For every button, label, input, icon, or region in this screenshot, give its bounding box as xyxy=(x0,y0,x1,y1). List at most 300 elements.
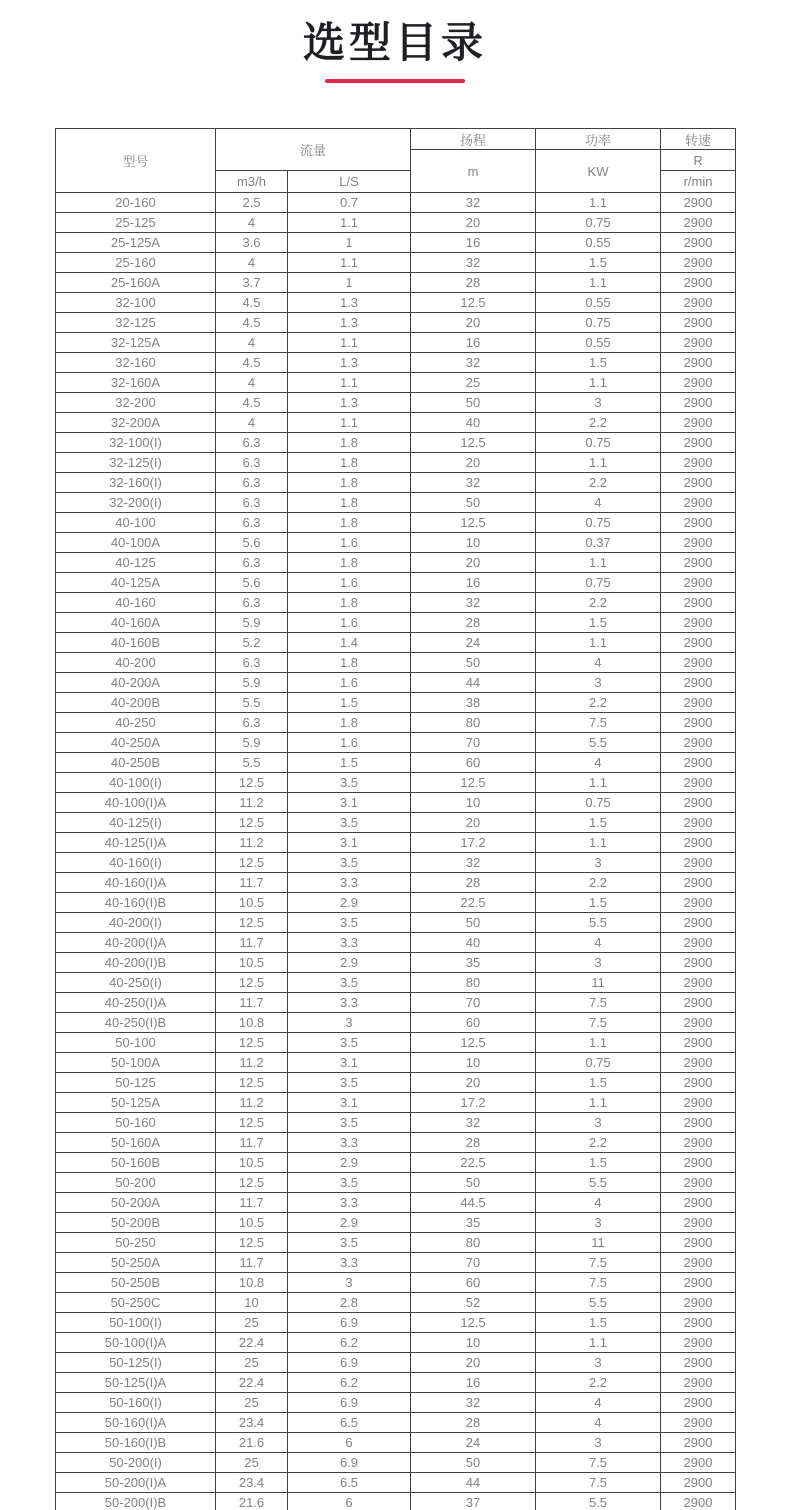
table-cell: 22.4 xyxy=(216,1373,288,1393)
table-cell: 1.1 xyxy=(536,633,661,653)
table-cell: 2900 xyxy=(661,393,736,413)
table-cell: 4.5 xyxy=(216,353,288,373)
table-cell: 1.3 xyxy=(288,353,411,373)
table-cell: 2900 xyxy=(661,533,736,553)
table-cell: 2.9 xyxy=(288,1153,411,1173)
table-cell: 2900 xyxy=(661,653,736,673)
table-cell: 28 xyxy=(411,273,536,293)
header-speed: 转速 xyxy=(661,129,736,150)
table-cell: 11 xyxy=(536,1233,661,1253)
table-cell: 3 xyxy=(536,393,661,413)
table-row xyxy=(56,1053,736,1073)
table-cell: 6.9 xyxy=(288,1453,411,1473)
table-cell: 32 xyxy=(411,1113,536,1133)
table-cell: 3.5 xyxy=(288,1173,411,1193)
table-cell: 40-125(I) xyxy=(56,813,216,833)
table-cell: 40-250(I)B xyxy=(56,1013,216,1033)
table-row xyxy=(56,1393,736,1413)
table-cell: 17.2 xyxy=(411,833,536,853)
table-cell: 50-160B xyxy=(56,1153,216,1173)
table-cell: 2900 xyxy=(661,1333,736,1353)
table-cell: 32-200 xyxy=(56,393,216,413)
table-cell: 2900 xyxy=(661,953,736,973)
table-cell: 2.2 xyxy=(536,1373,661,1393)
table-cell: 40-160A xyxy=(56,613,216,633)
table-cell: 7.5 xyxy=(536,1273,661,1293)
table-cell: 50-100(I)A xyxy=(56,1333,216,1353)
table-cell: 2900 xyxy=(661,1493,736,1510)
selection-catalog-table xyxy=(55,128,736,1510)
table-cell: 2900 xyxy=(661,193,736,213)
table-cell: 2900 xyxy=(661,1153,736,1173)
table-cell: 2.9 xyxy=(288,893,411,913)
table-cell: 3.5 xyxy=(288,773,411,793)
table-row xyxy=(56,553,736,573)
table-cell: 2900 xyxy=(661,1013,736,1033)
table-cell: 50-160A xyxy=(56,1133,216,1153)
table-cell: 3 xyxy=(536,1353,661,1373)
table-cell: 5.9 xyxy=(216,733,288,753)
table-cell: 1.8 xyxy=(288,653,411,673)
table-row xyxy=(56,1413,736,1433)
table-cell: 3.5 xyxy=(288,1113,411,1133)
table-cell: 2900 xyxy=(661,253,736,273)
table-cell: 4 xyxy=(536,1193,661,1213)
table-cell: 21.6 xyxy=(216,1433,288,1453)
table-cell: 50-250C xyxy=(56,1293,216,1313)
table-row xyxy=(56,393,736,413)
table-cell: 2900 xyxy=(661,553,736,573)
table-cell: 1.6 xyxy=(288,533,411,553)
table-row xyxy=(56,1173,736,1193)
table-cell: 40-100 xyxy=(56,513,216,533)
table-cell: 2900 xyxy=(661,1373,736,1393)
table-cell: 1.1 xyxy=(288,373,411,393)
table-cell: 4 xyxy=(536,1393,661,1413)
table-cell: 35 xyxy=(411,1213,536,1233)
table-cell: 1.8 xyxy=(288,433,411,453)
table-row xyxy=(56,653,736,673)
table-cell: 6.3 xyxy=(216,513,288,533)
table-cell: 10.5 xyxy=(216,1153,288,1173)
table-cell: 20 xyxy=(411,213,536,233)
table-cell: 12.5 xyxy=(216,773,288,793)
table-cell: 2900 xyxy=(661,773,736,793)
table-cell: 40-125 xyxy=(56,553,216,573)
table-row xyxy=(56,753,736,773)
table-cell: 25 xyxy=(411,373,536,393)
table-cell: 20 xyxy=(411,1073,536,1093)
table-cell: 32-160(I) xyxy=(56,473,216,493)
table-cell: 23.4 xyxy=(216,1473,288,1493)
table-cell: 1.6 xyxy=(288,733,411,753)
table-cell: 2.2 xyxy=(536,473,661,493)
table-cell: 2.2 xyxy=(536,413,661,433)
table-row xyxy=(56,573,736,593)
table-cell: 20 xyxy=(411,553,536,573)
table-cell: 50-160(I)B xyxy=(56,1433,216,1453)
table-cell: 12.5 xyxy=(216,973,288,993)
header-head: 扬程 xyxy=(411,129,536,150)
table-cell: 40-100A xyxy=(56,533,216,553)
table-cell: 7.5 xyxy=(536,1453,661,1473)
table-cell: 40-125A xyxy=(56,573,216,593)
table-cell: 3.3 xyxy=(288,1193,411,1213)
table-cell: 2900 xyxy=(661,1133,736,1153)
table-cell: 2900 xyxy=(661,1053,736,1073)
table-cell: 2900 xyxy=(661,493,736,513)
table-cell: 3.3 xyxy=(288,933,411,953)
table-cell: 60 xyxy=(411,753,536,773)
table-cell: 40-125(I)A xyxy=(56,833,216,853)
table-cell: 6 xyxy=(288,1433,411,1453)
table-cell: 0.55 xyxy=(536,233,661,253)
table-cell: 32-125 xyxy=(56,313,216,333)
table-cell: 1.8 xyxy=(288,713,411,733)
table-cell: 3.1 xyxy=(288,793,411,813)
table-cell: 52 xyxy=(411,1293,536,1313)
table-cell: 32 xyxy=(411,193,536,213)
table-row xyxy=(56,1453,736,1473)
table-cell: 50-200A xyxy=(56,1193,216,1213)
table-cell: 3.6 xyxy=(216,233,288,253)
table-cell: 32-125A xyxy=(56,333,216,353)
table-cell: 50 xyxy=(411,653,536,673)
table-cell: 11.7 xyxy=(216,873,288,893)
table-cell: 21.6 xyxy=(216,1493,288,1510)
table-cell: 32 xyxy=(411,1393,536,1413)
table-cell: 2900 xyxy=(661,853,736,873)
table-cell: 50-160 xyxy=(56,1113,216,1133)
table-cell: 6.3 xyxy=(216,473,288,493)
table-cell: 40-200B xyxy=(56,693,216,713)
table-row xyxy=(56,1333,736,1353)
table-cell: 1.1 xyxy=(536,1333,661,1353)
table-cell: 40-250A xyxy=(56,733,216,753)
table-row xyxy=(56,1273,736,1293)
table-cell: 3.5 xyxy=(288,1033,411,1053)
table-row xyxy=(56,193,736,213)
table-row xyxy=(56,473,736,493)
table-cell: 32 xyxy=(411,853,536,873)
table-cell: 50 xyxy=(411,913,536,933)
table-cell: 32 xyxy=(411,253,536,273)
table-cell: 20 xyxy=(411,1353,536,1373)
table-cell: 4.5 xyxy=(216,393,288,413)
table-cell: 2900 xyxy=(661,233,736,253)
table-cell: 3 xyxy=(536,673,661,693)
table-row xyxy=(56,293,736,313)
table-cell: 35 xyxy=(411,953,536,973)
table-cell: 2900 xyxy=(661,713,736,733)
table-cell: 17.2 xyxy=(411,1093,536,1113)
table-cell: 2900 xyxy=(661,813,736,833)
table-cell: 2900 xyxy=(661,213,736,233)
table-cell: 12.5 xyxy=(411,1313,536,1333)
table-cell: 1.3 xyxy=(288,393,411,413)
table-cell: 1.1 xyxy=(536,1033,661,1053)
table-cell: 2.2 xyxy=(536,593,661,613)
table-cell: 6.3 xyxy=(216,713,288,733)
table-cell: 1.3 xyxy=(288,313,411,333)
title-underline-divider xyxy=(325,79,465,83)
table-cell: 2900 xyxy=(661,353,736,373)
table-cell: 1.1 xyxy=(536,833,661,853)
table-cell: 40-200 xyxy=(56,653,216,673)
table-cell: 50-125 xyxy=(56,1073,216,1093)
table-cell: 16 xyxy=(411,573,536,593)
table-header xyxy=(56,129,736,193)
table-cell: 4 xyxy=(216,253,288,273)
table-cell: 40-250(I)A xyxy=(56,993,216,1013)
table-cell: 12.5 xyxy=(216,1073,288,1093)
table-cell: 50-200(I) xyxy=(56,1453,216,1473)
table-cell: 25 xyxy=(216,1313,288,1333)
table-cell: 0.75 xyxy=(536,433,661,453)
table-cell: 1.6 xyxy=(288,613,411,633)
table-row xyxy=(56,453,736,473)
table-cell: 2900 xyxy=(661,1293,736,1313)
table-cell: 32-125(I) xyxy=(56,453,216,473)
table-cell: 2900 xyxy=(661,1473,736,1493)
table-cell: 40 xyxy=(411,933,536,953)
table-cell: 60 xyxy=(411,1273,536,1293)
table-cell: 2900 xyxy=(661,513,736,533)
table-cell: 0.37 xyxy=(536,533,661,553)
table-row xyxy=(56,1353,736,1373)
table-cell: 1.1 xyxy=(288,213,411,233)
table-cell: 2900 xyxy=(661,613,736,633)
table-cell: 50-200(I)B xyxy=(56,1493,216,1510)
table-row xyxy=(56,1433,736,1453)
header-flow-unit-ls: L/S xyxy=(288,171,411,193)
table-row xyxy=(56,513,736,533)
table-cell: 50-160(I)A xyxy=(56,1413,216,1433)
table-row xyxy=(56,333,736,353)
table-cell: 4.5 xyxy=(216,293,288,313)
table-cell: 70 xyxy=(411,733,536,753)
table-cell: 6.3 xyxy=(216,433,288,453)
table-cell: 5.5 xyxy=(536,1173,661,1193)
page-title: 选型目录 xyxy=(302,19,487,66)
table-cell: 80 xyxy=(411,713,536,733)
table-cell: 40 xyxy=(411,413,536,433)
table-cell: 7.5 xyxy=(536,1473,661,1493)
table-cell: 4 xyxy=(216,213,288,233)
table-cell: 1.8 xyxy=(288,593,411,613)
table-cell: 1.1 xyxy=(536,273,661,293)
table-cell: 10 xyxy=(216,1293,288,1313)
table-cell: 28 xyxy=(411,613,536,633)
table-cell: 0.55 xyxy=(536,293,661,313)
table-cell: 50-125(I)A xyxy=(56,1373,216,1393)
table-cell: 3.1 xyxy=(288,833,411,853)
table-cell: 6.3 xyxy=(216,553,288,573)
table-cell: 25-160 xyxy=(56,253,216,273)
table-cell: 20 xyxy=(411,453,536,473)
table-cell: 44 xyxy=(411,1473,536,1493)
table-cell: 32-160A xyxy=(56,373,216,393)
table-cell: 10.5 xyxy=(216,1213,288,1233)
table-cell: 40-200(I)B xyxy=(56,953,216,973)
header-head-unit: m xyxy=(411,150,536,193)
table-cell: 25 xyxy=(216,1453,288,1473)
table-cell: 10.8 xyxy=(216,1273,288,1293)
table-cell: 1.1 xyxy=(288,253,411,273)
table-cell: 1.6 xyxy=(288,673,411,693)
table-cell: 3 xyxy=(288,1273,411,1293)
table-cell: 10 xyxy=(411,1053,536,1073)
table-cell: 3.1 xyxy=(288,1053,411,1073)
table-cell: 1 xyxy=(288,273,411,293)
table-row xyxy=(56,1293,736,1313)
table-cell: 1.6 xyxy=(288,573,411,593)
table-cell: 0.7 xyxy=(288,193,411,213)
table-cell: 11.7 xyxy=(216,1193,288,1213)
table-cell: 6.3 xyxy=(216,593,288,613)
table-cell: 2900 xyxy=(661,473,736,493)
table-cell: 12.5 xyxy=(216,1033,288,1053)
table-row xyxy=(56,633,736,653)
table-cell: 2.2 xyxy=(536,693,661,713)
table-row xyxy=(56,1213,736,1233)
table-cell: 50-125A xyxy=(56,1093,216,1113)
table-cell: 38 xyxy=(411,693,536,713)
table-cell: 2900 xyxy=(661,633,736,653)
table-row xyxy=(56,1013,736,1033)
table-cell: 50-125(I) xyxy=(56,1353,216,1373)
table-cell: 1.5 xyxy=(536,1313,661,1333)
table-cell: 5.5 xyxy=(536,733,661,753)
table-cell: 4 xyxy=(216,413,288,433)
table-cell: 32-160 xyxy=(56,353,216,373)
table-cell: 10.5 xyxy=(216,893,288,913)
table-cell: 2900 xyxy=(661,273,736,293)
table-cell: 16 xyxy=(411,1373,536,1393)
table-cell: 10 xyxy=(411,533,536,553)
table-row xyxy=(56,773,736,793)
table-cell: 1.5 xyxy=(536,1073,661,1093)
table-cell: 2900 xyxy=(661,1433,736,1453)
table-cell: 25 xyxy=(216,1353,288,1373)
table-cell: 44 xyxy=(411,673,536,693)
table-row xyxy=(56,973,736,993)
table-cell: 50-200B xyxy=(56,1213,216,1233)
table-row xyxy=(56,913,736,933)
table-cell: 1.8 xyxy=(288,453,411,473)
table-cell: 11.7 xyxy=(216,993,288,1013)
table-cell: 6.9 xyxy=(288,1353,411,1373)
table-cell: 2900 xyxy=(661,1173,736,1193)
table-cell: 32-200A xyxy=(56,413,216,433)
table-cell: 6.3 xyxy=(216,493,288,513)
table-cell: 12.5 xyxy=(411,433,536,453)
table-cell: 10.8 xyxy=(216,1013,288,1033)
table-row xyxy=(56,853,736,873)
table-cell: 6.5 xyxy=(288,1413,411,1433)
table-cell: 2.8 xyxy=(288,1293,411,1313)
table-cell: 12.5 xyxy=(411,513,536,533)
table-cell: 25-160A xyxy=(56,273,216,293)
table-row xyxy=(56,1193,736,1213)
table-cell: 0.75 xyxy=(536,513,661,533)
table-row xyxy=(56,993,736,1013)
table-cell: 50-100(I) xyxy=(56,1313,216,1333)
table-cell: 20 xyxy=(411,313,536,333)
table-cell: 3.5 xyxy=(288,913,411,933)
table-row xyxy=(56,713,736,733)
table-cell: 3.5 xyxy=(288,813,411,833)
table-cell: 3.7 xyxy=(216,273,288,293)
table-cell: 1.5 xyxy=(288,693,411,713)
table-cell: 32 xyxy=(411,593,536,613)
table-cell: 22.5 xyxy=(411,1153,536,1173)
table-cell: 5.9 xyxy=(216,673,288,693)
table-row xyxy=(56,793,736,813)
table-cell: 50 xyxy=(411,1173,536,1193)
table-cell: 7.5 xyxy=(536,1013,661,1033)
table-cell: 1.8 xyxy=(288,493,411,513)
table-cell: 1.8 xyxy=(288,553,411,573)
table-cell: 50-100A xyxy=(56,1053,216,1073)
table-row xyxy=(56,673,736,693)
table-cell: 50 xyxy=(411,393,536,413)
table-cell: 11.2 xyxy=(216,1053,288,1073)
table-cell: 40-160B xyxy=(56,633,216,653)
table-cell: 2900 xyxy=(661,1073,736,1093)
table-cell: 2900 xyxy=(661,433,736,453)
table-row xyxy=(56,933,736,953)
table-cell: 2.2 xyxy=(536,873,661,893)
table-cell: 2900 xyxy=(661,453,736,473)
table-cell: 50 xyxy=(411,1453,536,1473)
table-cell: 3.5 xyxy=(288,853,411,873)
table-cell: 1.1 xyxy=(536,373,661,393)
table-cell: 1.5 xyxy=(536,353,661,373)
table-cell: 2900 xyxy=(661,1233,736,1253)
table-cell: 1.1 xyxy=(536,773,661,793)
table-cell: 16 xyxy=(411,333,536,353)
table-cell: 2900 xyxy=(661,973,736,993)
table-cell: 70 xyxy=(411,993,536,1013)
table-cell: 4 xyxy=(536,753,661,773)
table-row xyxy=(56,613,736,633)
table-cell: 50-250B xyxy=(56,1273,216,1293)
table-cell: 4 xyxy=(216,373,288,393)
table-cell: 2.9 xyxy=(288,1213,411,1233)
table-cell: 5.5 xyxy=(216,693,288,713)
table-cell: 32 xyxy=(411,473,536,493)
table-cell: 5.5 xyxy=(536,913,661,933)
table-row xyxy=(56,693,736,713)
table-cell: 37 xyxy=(411,1493,536,1510)
table-cell: 40-250B xyxy=(56,753,216,773)
table-cell: 2900 xyxy=(661,753,736,773)
table-cell: 2900 xyxy=(661,1213,736,1233)
table-cell: 40-250(I) xyxy=(56,973,216,993)
table-cell: 2900 xyxy=(661,933,736,953)
table-cell: 2900 xyxy=(661,1313,736,1333)
table-cell: 3.3 xyxy=(288,873,411,893)
table-cell: 0.75 xyxy=(536,313,661,333)
table-cell: 2900 xyxy=(661,1093,736,1113)
table-cell: 0.55 xyxy=(536,333,661,353)
table-cell: 1.5 xyxy=(536,813,661,833)
table-row xyxy=(56,733,736,753)
table-cell: 2900 xyxy=(661,1393,736,1413)
table-cell: 1.1 xyxy=(536,453,661,473)
table-cell: 25-125A xyxy=(56,233,216,253)
